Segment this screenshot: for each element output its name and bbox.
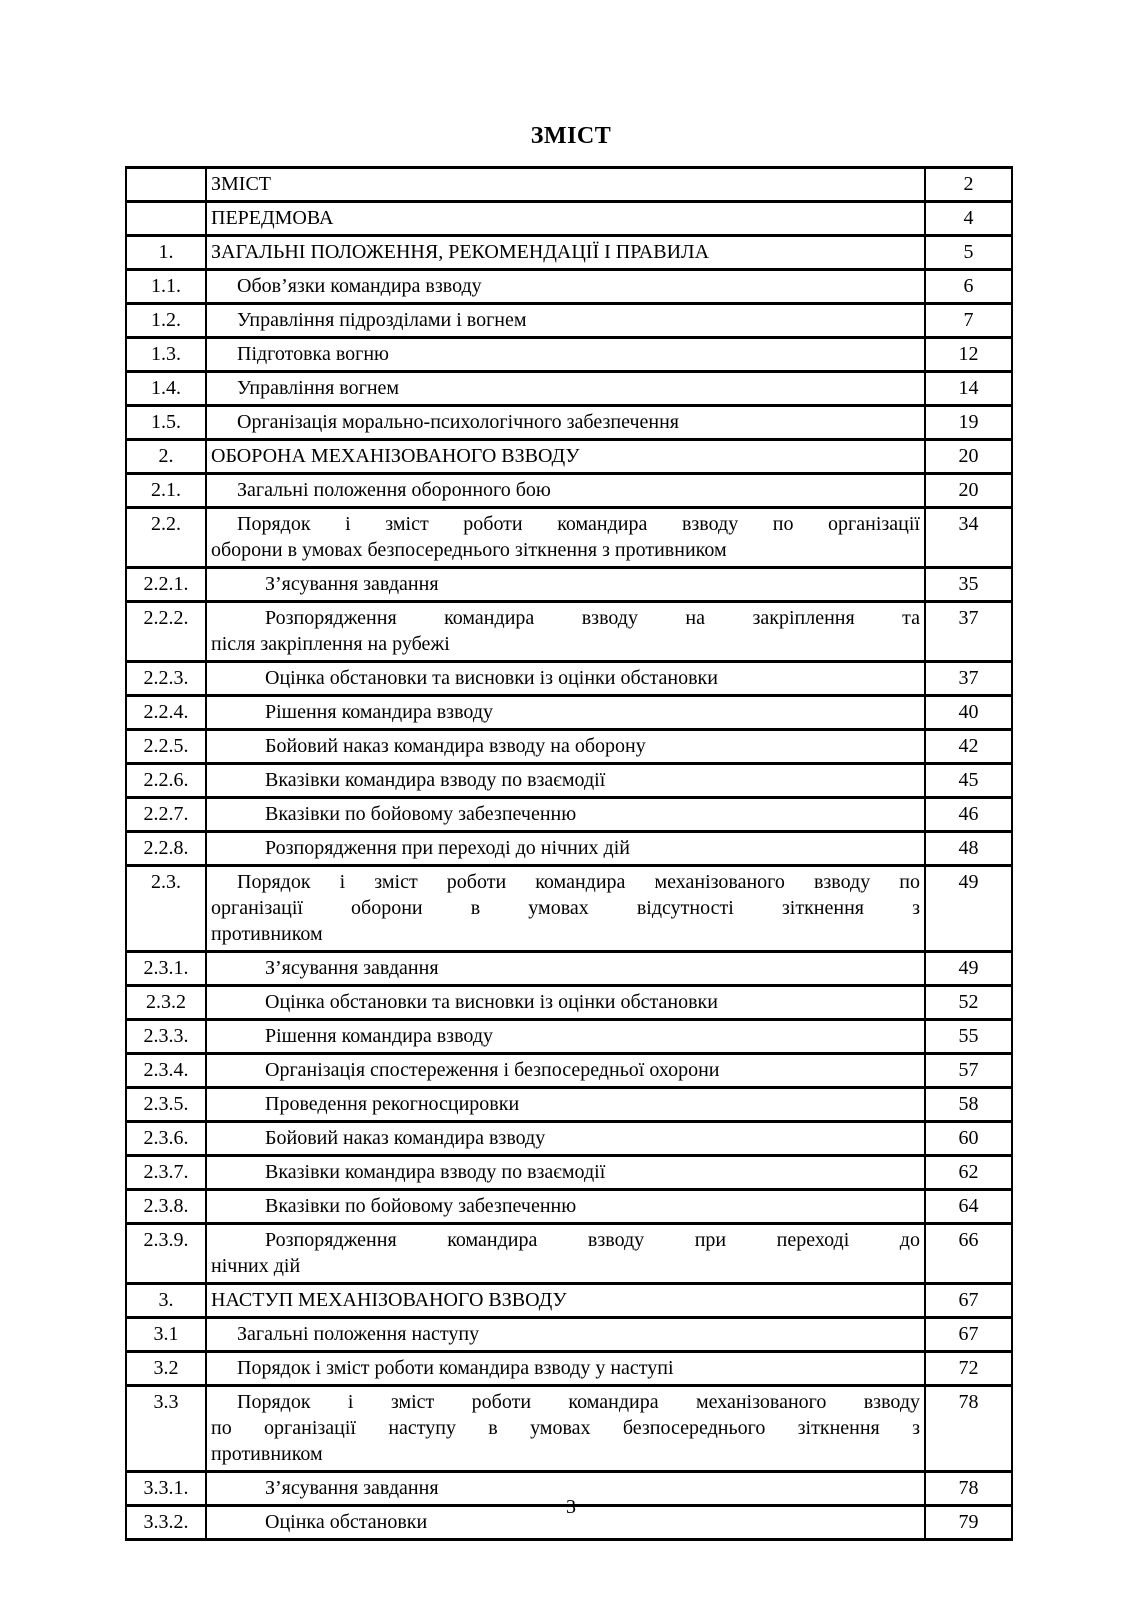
- row-title: [206, 1122, 925, 1156]
- row-number: 2.3.6.: [126, 1122, 206, 1156]
- row-number: 2.2.8.: [126, 832, 206, 866]
- row-number: 3.1: [126, 1318, 206, 1352]
- row-title: [206, 696, 925, 730]
- row-page: 72: [925, 1352, 1012, 1386]
- table-row: [126, 798, 1012, 832]
- table-row: [126, 662, 1012, 696]
- row-page: 14: [925, 372, 1012, 406]
- row-page: 37: [925, 602, 1012, 662]
- row-title-line: по організації наступу в умовах безпосереднього зіткнення з: [211, 1417, 920, 1439]
- row-page: 57: [925, 1054, 1012, 1088]
- row-page: 67: [925, 1318, 1012, 1352]
- row-title-line: Оцінка обстановки: [265, 1511, 428, 1533]
- toc-table: [125, 166, 1013, 1541]
- row-title-line: Вказівки командира взводу по взаємодії: [265, 1161, 606, 1183]
- row-page: 6: [925, 270, 1012, 304]
- row-number: 2.2.4.: [126, 696, 206, 730]
- row-number: 2.2.6.: [126, 764, 206, 798]
- row-page: 48: [925, 832, 1012, 866]
- row-page: 62: [925, 1156, 1012, 1190]
- row-page: 35: [925, 568, 1012, 602]
- row-title: [206, 1352, 925, 1386]
- table-row: [126, 406, 1012, 440]
- row-page: 55: [925, 1020, 1012, 1054]
- row-page: 2: [925, 168, 1012, 202]
- row-title-line: Розпорядження командира взводу при переході до: [265, 1229, 920, 1251]
- row-title-line: Організація спостереження і безпосередньої охорони: [265, 1059, 720, 1081]
- row-title: [206, 1284, 925, 1318]
- row-page: 52: [925, 986, 1012, 1020]
- page-number: 3: [566, 1496, 576, 1518]
- row-title: [206, 730, 925, 764]
- row-title: [206, 1190, 925, 1224]
- row-title-line: Загальні положення наступу: [237, 1323, 480, 1345]
- row-title-line: Організація морально-психологічного забезпечення: [237, 411, 679, 433]
- row-number: 2.2.1.: [126, 568, 206, 602]
- row-number: 1.2.: [126, 304, 206, 338]
- row-title-line: оборони в умовах безпосереднього зіткнення з противником: [211, 539, 727, 561]
- row-title-line: Вказівки по бойовому забезпеченню: [265, 1195, 577, 1217]
- row-number: 2.2.3.: [126, 662, 206, 696]
- row-page: 4: [925, 202, 1012, 236]
- row-title-line: Загальні положення оборонного бою: [237, 479, 551, 501]
- row-title-line: ЗМІСТ: [211, 173, 272, 195]
- row-number: 1.: [126, 236, 206, 270]
- row-page: 12: [925, 338, 1012, 372]
- row-number: 2.1.: [126, 474, 206, 508]
- row-page: 46: [925, 798, 1012, 832]
- row-page: 42: [925, 730, 1012, 764]
- row-number: 3.: [126, 1284, 206, 1318]
- table-row: [126, 440, 1012, 474]
- row-title-line: Бойовий наказ командира взводу на оборону: [265, 735, 646, 757]
- row-title: [206, 1088, 925, 1122]
- row-number: 2.: [126, 440, 206, 474]
- row-title: [206, 798, 925, 832]
- row-title-line: Підготовка вогню: [237, 343, 389, 365]
- row-page: 49: [925, 866, 1012, 952]
- table-row: [126, 730, 1012, 764]
- row-title: [206, 440, 925, 474]
- table-row: [126, 1088, 1012, 1122]
- table-row: [126, 304, 1012, 338]
- row-number: 1.5.: [126, 406, 206, 440]
- row-page: 78: [925, 1386, 1012, 1472]
- table-row: [126, 1224, 1012, 1284]
- row-title-line: Порядок і зміст роботи командира взводу по організації: [237, 513, 920, 535]
- table-row: [126, 474, 1012, 508]
- row-title-line: Рішення командира взводу: [265, 1025, 493, 1047]
- row-number: 3.2: [126, 1352, 206, 1386]
- table-row: [126, 1156, 1012, 1190]
- row-number: 2.3.2: [126, 986, 206, 1020]
- row-number: 2.2.: [126, 508, 206, 568]
- table-row: [126, 372, 1012, 406]
- row-number: 2.2.5.: [126, 730, 206, 764]
- row-title: [206, 168, 925, 202]
- row-page: 67: [925, 1284, 1012, 1318]
- row-title-line: ОБОРОНА МЕХАНІЗОВАНОГО ВЗВОДУ: [211, 445, 580, 467]
- row-title: [206, 662, 925, 696]
- row-number: 2.3.1.: [126, 952, 206, 986]
- row-title: [206, 1054, 925, 1088]
- row-number: 3.3: [126, 1386, 206, 1472]
- row-title-line: Рішення командира взводу: [265, 701, 493, 723]
- row-number: 2.2.2.: [126, 602, 206, 662]
- row-title-line: Оцінка обстановки та висновки із оцінки обстановки: [265, 667, 718, 689]
- row-title: [206, 1386, 925, 1472]
- row-title-line: ЗАГАЛЬНІ ПОЛОЖЕННЯ, РЕКОМЕНДАЦІЇ І ПРАВИЛА: [211, 241, 710, 263]
- row-title: [206, 508, 925, 568]
- row-title-line: З’ясування завдання: [265, 573, 439, 595]
- row-title: [206, 952, 925, 986]
- row-title-line: НАСТУП МЕХАНІЗОВАНОГО ВЗВОДУ: [211, 1289, 567, 1311]
- table-row: [126, 338, 1012, 372]
- row-number: 2.3.8.: [126, 1190, 206, 1224]
- row-title-line: Порядок і зміст роботи командира механізованого взводу: [237, 1391, 920, 1413]
- row-page: 79: [925, 1506, 1012, 1540]
- row-title-line: нічних дій: [211, 1255, 301, 1277]
- row-title: [206, 270, 925, 304]
- row-title-line: Розпорядження командира взводу на закріплення та: [265, 607, 920, 629]
- table-row: [126, 764, 1012, 798]
- row-title: [206, 568, 925, 602]
- row-title: [206, 832, 925, 866]
- table-row: [126, 236, 1012, 270]
- row-page: 49: [925, 952, 1012, 986]
- table-row: [126, 1190, 1012, 1224]
- row-title: [206, 602, 925, 662]
- row-page: 5: [925, 236, 1012, 270]
- row-title: [206, 986, 925, 1020]
- row-number: 2.3.5.: [126, 1088, 206, 1122]
- row-number: [126, 202, 206, 236]
- row-number: 2.3.9.: [126, 1224, 206, 1284]
- table-row: [126, 866, 1012, 952]
- row-title: [206, 866, 925, 952]
- row-title: [206, 474, 925, 508]
- row-title-line: Порядок і зміст роботи командира механізованого взводу по: [237, 871, 920, 893]
- row-title: [206, 1156, 925, 1190]
- row-title-line: Бойовий наказ командира взводу: [265, 1127, 546, 1149]
- row-number: 2.3.7.: [126, 1156, 206, 1190]
- page-title: ЗМІСТ: [530, 123, 612, 149]
- row-page: 66: [925, 1224, 1012, 1284]
- row-title: [206, 372, 925, 406]
- row-title: [206, 304, 925, 338]
- row-title-line: після закріплення на рубежі: [211, 633, 450, 655]
- table-row: [126, 952, 1012, 986]
- row-number: 1.1.: [126, 270, 206, 304]
- table-row: [126, 1352, 1012, 1386]
- row-title-line: Управління вогнем: [237, 377, 400, 399]
- row-title-line: противником: [211, 923, 323, 945]
- table-row: [126, 168, 1012, 202]
- row-page: 19: [925, 406, 1012, 440]
- row-page: 34: [925, 508, 1012, 568]
- table-row: [126, 832, 1012, 866]
- row-title-line: Вказівки по бойовому забезпеченню: [265, 803, 577, 825]
- row-number: 1.4.: [126, 372, 206, 406]
- row-title-line: Проведення рекогносцировки: [265, 1093, 520, 1115]
- row-title: [206, 764, 925, 798]
- row-number: 1.3.: [126, 338, 206, 372]
- row-page: 78: [925, 1472, 1012, 1506]
- row-number: 3.3.1.: [126, 1472, 206, 1506]
- table-row: [126, 1284, 1012, 1318]
- row-title: [206, 338, 925, 372]
- table-row: [126, 1054, 1012, 1088]
- table-row: [126, 202, 1012, 236]
- row-page: 37: [925, 662, 1012, 696]
- table-row: [126, 1386, 1012, 1472]
- table-row: [126, 1020, 1012, 1054]
- row-title-line: організації оборони в умовах відсутності зіткнення з: [211, 897, 920, 919]
- row-title-line: Управління підрозділами і вогнем: [237, 309, 527, 331]
- row-title-line: З’ясування завдання: [265, 957, 439, 979]
- table-row: [126, 1122, 1012, 1156]
- row-page: 60: [925, 1122, 1012, 1156]
- row-page: 7: [925, 304, 1012, 338]
- row-title-line: противником: [211, 1443, 323, 1465]
- row-title: [206, 1224, 925, 1284]
- row-title-line: ПЕРЕДМОВА: [211, 207, 334, 229]
- row-number: 2.3.: [126, 866, 206, 952]
- row-title: [206, 236, 925, 270]
- row-title: [206, 406, 925, 440]
- row-page: 64: [925, 1190, 1012, 1224]
- row-number: 3.3.2.: [126, 1506, 206, 1540]
- table-row: [126, 508, 1012, 568]
- table-row: [126, 986, 1012, 1020]
- row-title: [206, 1020, 925, 1054]
- toc-body: [126, 168, 1012, 1540]
- row-page: 20: [925, 474, 1012, 508]
- row-title: [206, 1318, 925, 1352]
- table-row: [126, 696, 1012, 730]
- row-title-line: Вказівки командира взводу по взаємодії: [265, 769, 606, 791]
- row-title: [206, 202, 925, 236]
- row-page: 58: [925, 1088, 1012, 1122]
- table-row: [126, 270, 1012, 304]
- row-page: 40: [925, 696, 1012, 730]
- table-row: [126, 1318, 1012, 1352]
- row-page: 45: [925, 764, 1012, 798]
- row-number: 2.3.3.: [126, 1020, 206, 1054]
- row-page: 20: [925, 440, 1012, 474]
- row-number: 2.2.7.: [126, 798, 206, 832]
- table-row: [126, 568, 1012, 602]
- row-title-line: Розпорядження при переході до нічних дій: [265, 837, 630, 859]
- row-title-line: Оцінка обстановки та висновки із оцінки обстановки: [265, 991, 718, 1013]
- row-title-line: З’ясування завдання: [265, 1477, 439, 1499]
- row-title-line: Порядок і зміст роботи командира взводу у наступі: [237, 1357, 674, 1379]
- row-number: [126, 168, 206, 202]
- row-number: 2.3.4.: [126, 1054, 206, 1088]
- row-title-line: Обов’язки командира взводу: [237, 275, 482, 297]
- table-row: [126, 602, 1012, 662]
